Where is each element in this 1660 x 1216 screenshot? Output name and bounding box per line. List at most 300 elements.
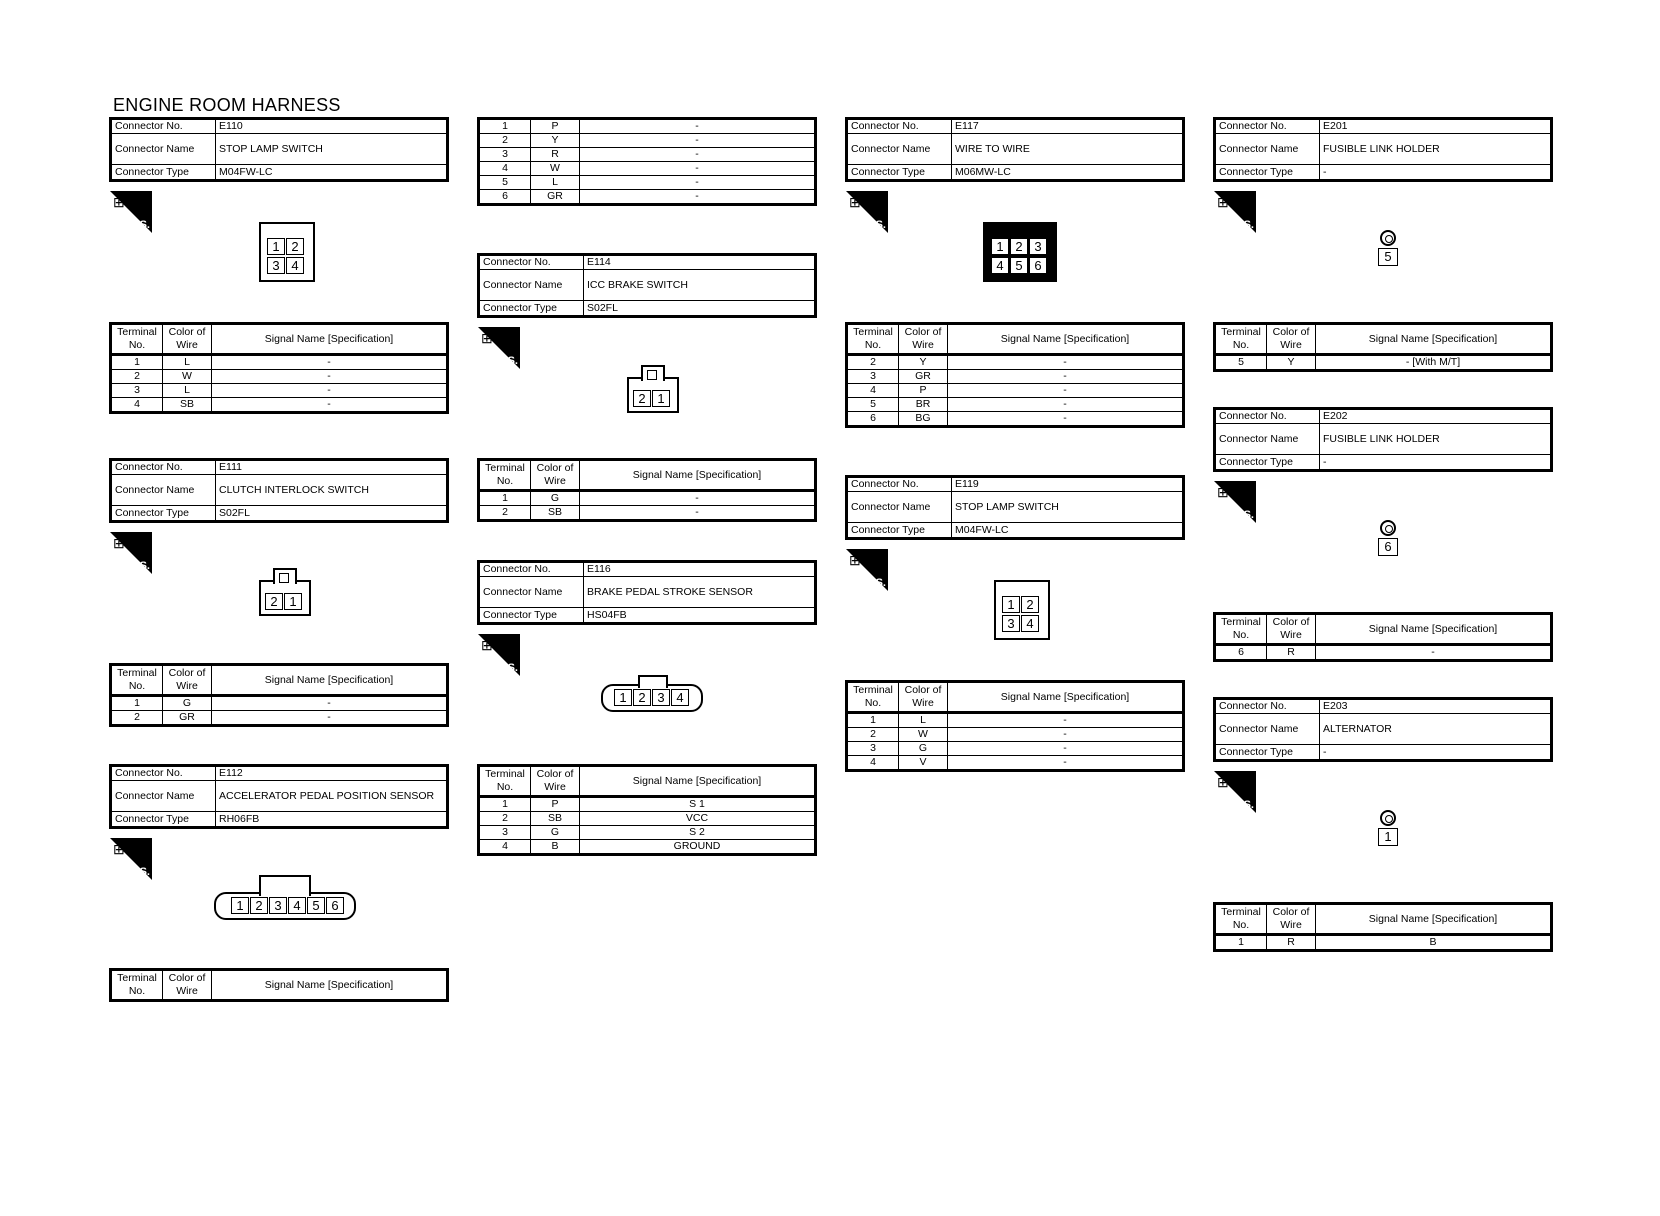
table-cell: P: [531, 797, 580, 812]
table-cell: Terminal No.: [111, 970, 163, 1001]
table-cell: Y: [531, 134, 580, 148]
table-cell: G: [531, 826, 580, 840]
connector-pin: 3: [1029, 238, 1047, 255]
plug-icon: ⊞: [481, 330, 493, 346]
table-cell: Connector Name: [847, 492, 952, 523]
table-cell: Signal Name [Specification]: [948, 324, 1184, 355]
table-cell: 1: [111, 696, 163, 711]
connector-shape: [847, 324, 1184, 427]
table-cell: Signal Name [Specification]: [212, 970, 448, 1001]
connector-shape: [279, 573, 289, 583]
table-cell: 1: [479, 119, 531, 134]
table-row: [111, 475, 448, 506]
hs-icon: [110, 838, 152, 880]
table-cell: 1: [479, 797, 531, 812]
table-cell: -: [580, 119, 816, 134]
connector-pin: 1: [284, 593, 302, 610]
signal-table-e114: [477, 458, 817, 522]
hs-label: H.S.: [1232, 799, 1254, 811]
table-cell: VCC: [580, 812, 816, 826]
table-cell: S 1: [580, 797, 816, 812]
table-row: [847, 742, 1184, 756]
table-cell: Connector No.: [1215, 409, 1320, 424]
plug-icon: ⊞: [1217, 484, 1229, 500]
table-row: [111, 781, 448, 812]
table-cell: W: [899, 728, 948, 742]
ring-terminal-icon: [1380, 520, 1396, 536]
hs-icon: [110, 532, 152, 574]
table-cell: SB: [531, 506, 580, 521]
connector-face-e110: [259, 222, 315, 282]
connector-name: FUSIBLE LINK HOLDER: [1320, 134, 1552, 165]
connector-info-e111: [109, 458, 449, 523]
hs-icon: [1214, 191, 1256, 233]
table-row: [111, 398, 448, 413]
hs-icon: [846, 191, 888, 233]
connector-pin: 6: [326, 897, 344, 914]
connector-type: S02FL: [216, 506, 448, 522]
connector-no: E110: [216, 119, 448, 134]
connector-no: E202: [1320, 409, 1552, 424]
table-cell: Connector No.: [847, 119, 952, 134]
table-cell: 1: [479, 491, 531, 506]
table-cell: -: [1316, 645, 1552, 661]
table-cell: R: [1267, 935, 1316, 951]
table-cell: SB: [531, 812, 580, 826]
table-cell: Connector Name: [111, 781, 216, 812]
connector-pin: 4: [1021, 615, 1039, 632]
connector-no: E201: [1320, 119, 1552, 134]
connector-pin: 1: [1002, 596, 1020, 613]
hs-label: H.S.: [1232, 509, 1254, 521]
table-cell: P: [899, 384, 948, 398]
table-cell: -: [580, 176, 816, 190]
table-cell: -: [212, 696, 448, 711]
table-row: [1215, 645, 1552, 661]
connector-info-e201: [1213, 117, 1553, 182]
connector-pin: 5: [1010, 257, 1028, 274]
table-cell: 2: [479, 506, 531, 521]
connector-info-e116: [477, 560, 817, 625]
table-cell: GR: [899, 370, 948, 384]
connector-pin: 2: [250, 897, 268, 914]
hs-label: H.S.: [864, 577, 886, 589]
connector-face-e112: [214, 892, 356, 920]
table-cell: 1: [111, 355, 163, 370]
table-cell: -: [948, 384, 1184, 398]
page-title: ENGINE ROOM HARNESS: [113, 95, 341, 115]
table-cell: -: [948, 756, 1184, 771]
connector-face-e119: [994, 580, 1050, 640]
table-cell: Connector Name: [1215, 714, 1320, 745]
table-row: [479, 840, 816, 855]
table-cell: Signal Name [Specification]: [212, 665, 448, 696]
connector-type: RH06FB: [216, 812, 448, 828]
table-cell: 4: [479, 162, 531, 176]
hs-icon: [110, 191, 152, 233]
table-row: [111, 665, 448, 696]
table-cell: Connector Type: [479, 301, 584, 317]
ring-terminal-icon: [1380, 810, 1396, 826]
table-row: [847, 324, 1184, 355]
table-cell: 6: [479, 190, 531, 205]
table-cell: BR: [899, 398, 948, 412]
table-row: [479, 608, 816, 624]
header-signal: Signal Name [Specification]: [212, 324, 448, 355]
connector-name: ICC BRAKE SWITCH: [584, 270, 816, 301]
signal-table-e116: [477, 764, 817, 856]
table-cell: -: [580, 190, 816, 205]
table-cell: -: [580, 491, 816, 506]
table-cell: 2: [479, 134, 531, 148]
connector-pin: 2: [265, 593, 283, 610]
table-row: [1215, 935, 1552, 951]
connector-face-e116: [601, 684, 703, 712]
plug-icon: ⊞: [849, 194, 861, 210]
table-cell: G: [899, 742, 948, 756]
connector-face-e117: [983, 222, 1057, 282]
connector-shape: [1215, 904, 1552, 951]
table-cell: Signal Name [Specification]: [1316, 904, 1552, 935]
table-row: [1215, 904, 1552, 935]
table-cell: -: [212, 711, 448, 726]
table-cell: G: [163, 696, 212, 711]
table-row: [479, 148, 816, 162]
plug-icon: ⊞: [481, 637, 493, 653]
connector-name: WIRE TO WIRE: [952, 134, 1184, 165]
header-color: Color of Wire: [163, 324, 212, 355]
table-cell: Color of Wire: [163, 665, 212, 696]
table-cell: V: [899, 756, 948, 771]
table-cell: Color of Wire: [531, 766, 580, 797]
table-cell: SB: [163, 398, 212, 413]
table-row: [847, 728, 1184, 742]
connector-shape: [479, 255, 816, 317]
table-cell: GROUND: [580, 840, 816, 855]
table-cell: -: [948, 713, 1184, 728]
table-cell: -: [212, 398, 448, 413]
connector-pin: 2: [286, 238, 304, 255]
table-row: [847, 134, 1184, 165]
plug-icon: ⊞: [1217, 194, 1229, 210]
table-cell: Connector Type: [847, 523, 952, 539]
table-row: [111, 766, 448, 781]
table-cell: Connector No.: [111, 460, 216, 475]
table-cell: Connector No.: [1215, 699, 1320, 714]
connector-info-e112: [109, 764, 449, 829]
connector-pin: 3: [269, 897, 287, 914]
table-cell: -: [580, 134, 816, 148]
table-cell: 3: [111, 384, 163, 398]
table-cell: R: [1267, 645, 1316, 661]
connector-shape: [1215, 119, 1552, 181]
table-cell: 5: [847, 398, 899, 412]
connector-shape: [111, 665, 448, 726]
signal-table-e203: [1213, 902, 1553, 952]
table-row: [847, 756, 1184, 771]
connector-pin: 1: [267, 238, 285, 255]
table-cell: Terminal No.: [847, 682, 899, 713]
table-cell: -: [580, 162, 816, 176]
table-row: [847, 523, 1184, 539]
table-row: [1215, 409, 1552, 424]
connector-no: E119: [952, 477, 1184, 492]
connector-pin: 3: [267, 257, 285, 274]
connector-pin: 1: [231, 897, 249, 914]
table-cell: 2: [479, 812, 531, 826]
connector-name: STOP LAMP SWITCH: [216, 134, 448, 165]
table-cell: -: [580, 506, 816, 521]
table-row: [1215, 355, 1552, 371]
table-cell: Signal Name [Specification]: [1316, 614, 1552, 645]
connector-face-e111: [259, 580, 311, 616]
table-cell: Y: [1267, 355, 1316, 371]
table-cell: Connector Name: [1215, 424, 1320, 455]
table-row: [111, 696, 448, 711]
connector-pin: 1: [991, 238, 1009, 255]
table-row: [111, 384, 448, 398]
connector-info-e110: [109, 117, 449, 182]
connector-info-e203: [1213, 697, 1553, 762]
table-row: [847, 412, 1184, 427]
table-cell: Color of Wire: [1267, 324, 1316, 355]
table-row: [479, 826, 816, 840]
table-cell: Connector Type: [111, 506, 216, 522]
table-cell: Color of Wire: [899, 682, 948, 713]
table-row: [111, 370, 448, 384]
table-row: [111, 970, 448, 1001]
signal-table-e117: [845, 322, 1185, 428]
plug-icon: ⊞: [849, 552, 861, 568]
table-cell: Connector Name: [479, 270, 584, 301]
connector-shape: [111, 460, 448, 522]
connector-pin: 6: [1029, 257, 1047, 274]
hs-label: H.S.: [128, 560, 150, 572]
hs-label: H.S.: [128, 219, 150, 231]
table-cell: Terminal No.: [1215, 904, 1267, 935]
connector-pin: 4: [671, 689, 689, 706]
table-cell: L: [163, 384, 212, 398]
table-cell: -: [580, 148, 816, 162]
table-cell: GR: [163, 711, 212, 726]
table-cell: Signal Name [Specification]: [1316, 324, 1552, 355]
connector-pin: 2: [1010, 238, 1028, 255]
connector-shape: [479, 119, 816, 205]
table-cell: Connector Type: [1215, 455, 1320, 471]
signal-table-e119: [845, 680, 1185, 772]
connector-name: STOP LAMP SWITCH: [952, 492, 1184, 523]
table-row: [1215, 614, 1552, 645]
connector-type: HS04FB: [584, 608, 816, 624]
table-cell: S 2: [580, 826, 816, 840]
table-cell: 5: [1215, 355, 1267, 371]
table-row: [847, 492, 1184, 523]
table-cell: 4: [479, 840, 531, 855]
connector-pin: 1: [614, 689, 632, 706]
hs-icon: [846, 549, 888, 591]
connector-pin: 4: [991, 257, 1009, 274]
table-row: [479, 766, 816, 797]
table-row: [479, 301, 816, 317]
table-cell: 6: [1215, 645, 1267, 661]
table-cell: -: [948, 370, 1184, 384]
table-row: [479, 270, 816, 301]
table-row: [847, 355, 1184, 370]
connector-no: E112: [216, 766, 448, 781]
terminal-label: 6: [1378, 538, 1398, 556]
connector-shape: [647, 370, 657, 380]
table-row: [847, 384, 1184, 398]
table-cell: -: [212, 370, 448, 384]
connector-pin: 2: [633, 689, 651, 706]
table-row: [1215, 119, 1552, 134]
table-cell: 4: [111, 398, 163, 413]
table-row: [111, 134, 448, 165]
table-row: [111, 506, 448, 522]
signal-table-e112-continued: [477, 117, 817, 206]
table-row: [111, 355, 448, 370]
table-cell: 5: [479, 176, 531, 190]
hs-icon: [1214, 481, 1256, 523]
table-row: [847, 398, 1184, 412]
signal-table-e111: [109, 663, 449, 727]
table-row: [479, 190, 816, 205]
connector-type: -: [1320, 745, 1552, 761]
table-row: [479, 577, 816, 608]
signal-table-e112-header: [109, 968, 449, 1002]
table-cell: Connector Type: [479, 608, 584, 624]
table-cell: Connector No.: [479, 255, 584, 270]
table-row: [111, 711, 448, 726]
label: Connector No.: [111, 119, 216, 134]
connector-pin: 3: [1002, 615, 1020, 632]
table-cell: 2: [111, 370, 163, 384]
table-cell: Color of Wire: [1267, 614, 1316, 645]
table-cell: 2: [847, 355, 899, 370]
table-cell: Connector Type: [1215, 165, 1320, 181]
table-cell: Terminal No.: [479, 460, 531, 491]
table-cell: Connector No.: [1215, 119, 1320, 134]
table-cell: Connector Name: [847, 134, 952, 165]
table-cell: Connector Type: [111, 812, 216, 828]
connector-pin: 4: [288, 897, 306, 914]
table-row: [479, 119, 816, 134]
connector-shape: [479, 766, 816, 855]
table-cell: Terminal No.: [1215, 614, 1267, 645]
table-row: [111, 324, 448, 355]
connector-no: E117: [952, 119, 1184, 134]
connector-shape: [111, 970, 448, 1001]
table-row: [847, 682, 1184, 713]
connector-shape: [847, 119, 1184, 181]
connector-name: CLUTCH INTERLOCK SWITCH: [216, 475, 448, 506]
table-row: [1215, 699, 1552, 714]
connector-name: BRAKE PEDAL STROKE SENSOR: [584, 577, 816, 608]
table-row: [111, 460, 448, 475]
connector-no: E203: [1320, 699, 1552, 714]
connector-shape: [1215, 614, 1552, 661]
hs-label: H.S.: [1232, 219, 1254, 231]
connector-no: E114: [584, 255, 816, 270]
table-row: [479, 491, 816, 506]
header-terminal: Terminal No.: [111, 324, 163, 355]
connector-name: ACCELERATOR PEDAL POSITION SENSOR: [216, 781, 448, 812]
connector-shape: [847, 477, 1184, 539]
table-cell: -: [212, 384, 448, 398]
table-cell: - [With M/T]: [1316, 355, 1552, 371]
table-cell: 3: [847, 370, 899, 384]
table-row: [1215, 134, 1552, 165]
table-cell: 1: [847, 713, 899, 728]
table-cell: 4: [847, 756, 899, 771]
hs-label: H.S.: [496, 355, 518, 367]
connector-pin: 2: [1021, 596, 1039, 613]
signal-table-e202: [1213, 612, 1553, 662]
table-cell: Connector Type: [847, 165, 952, 181]
connector-shape: [847, 682, 1184, 771]
table-cell: Terminal No.: [111, 665, 163, 696]
table-cell: GR: [531, 190, 580, 205]
table-cell: Connector Name: [479, 577, 584, 608]
table-cell: 2: [847, 728, 899, 742]
table-row: [847, 119, 1184, 134]
signal-table-e110: [109, 322, 449, 414]
table-row: [479, 134, 816, 148]
table-row: [1215, 714, 1552, 745]
table-row: [479, 812, 816, 826]
table-cell: L: [899, 713, 948, 728]
connector-face-e114: [627, 377, 679, 413]
table-cell: Connector No.: [111, 766, 216, 781]
table-cell: 1: [1215, 935, 1267, 951]
table-cell: -: [948, 412, 1184, 427]
hs-label: H.S.: [864, 219, 886, 231]
connector-type: M06MW-LC: [952, 165, 1184, 181]
connector-shape: [111, 119, 448, 181]
terminal-label: 5: [1378, 248, 1398, 266]
hs-icon: [478, 634, 520, 676]
plug-icon: ⊞: [113, 841, 125, 857]
connector-info-e117: [845, 117, 1185, 182]
connector-pin: 1: [652, 390, 670, 407]
table-row: [479, 255, 816, 270]
table-cell: Color of Wire: [1267, 904, 1316, 935]
table-row: [1215, 165, 1552, 181]
table-cell: Signal Name [Specification]: [580, 766, 816, 797]
connector-type: S02FL: [584, 301, 816, 317]
table-cell: P: [531, 119, 580, 134]
table-cell: B: [531, 840, 580, 855]
connector-shape: [259, 875, 311, 896]
table-cell: 6: [847, 412, 899, 427]
connector-shape: [1215, 324, 1552, 371]
table-cell: Signal Name [Specification]: [948, 682, 1184, 713]
hs-label: H.S.: [496, 662, 518, 674]
table-cell: Terminal No.: [847, 324, 899, 355]
connector-no: E116: [584, 562, 816, 577]
hs-icon: [478, 327, 520, 369]
label: Connector Type: [111, 165, 216, 181]
table-cell: B: [1316, 935, 1552, 951]
table-row: [111, 812, 448, 828]
connector-shape: [111, 324, 448, 413]
table-cell: W: [531, 162, 580, 176]
table-cell: W: [163, 370, 212, 384]
connector-pin: 3: [652, 689, 670, 706]
table-cell: Color of Wire: [899, 324, 948, 355]
table-row: [847, 370, 1184, 384]
table-cell: Color of Wire: [163, 970, 212, 1001]
